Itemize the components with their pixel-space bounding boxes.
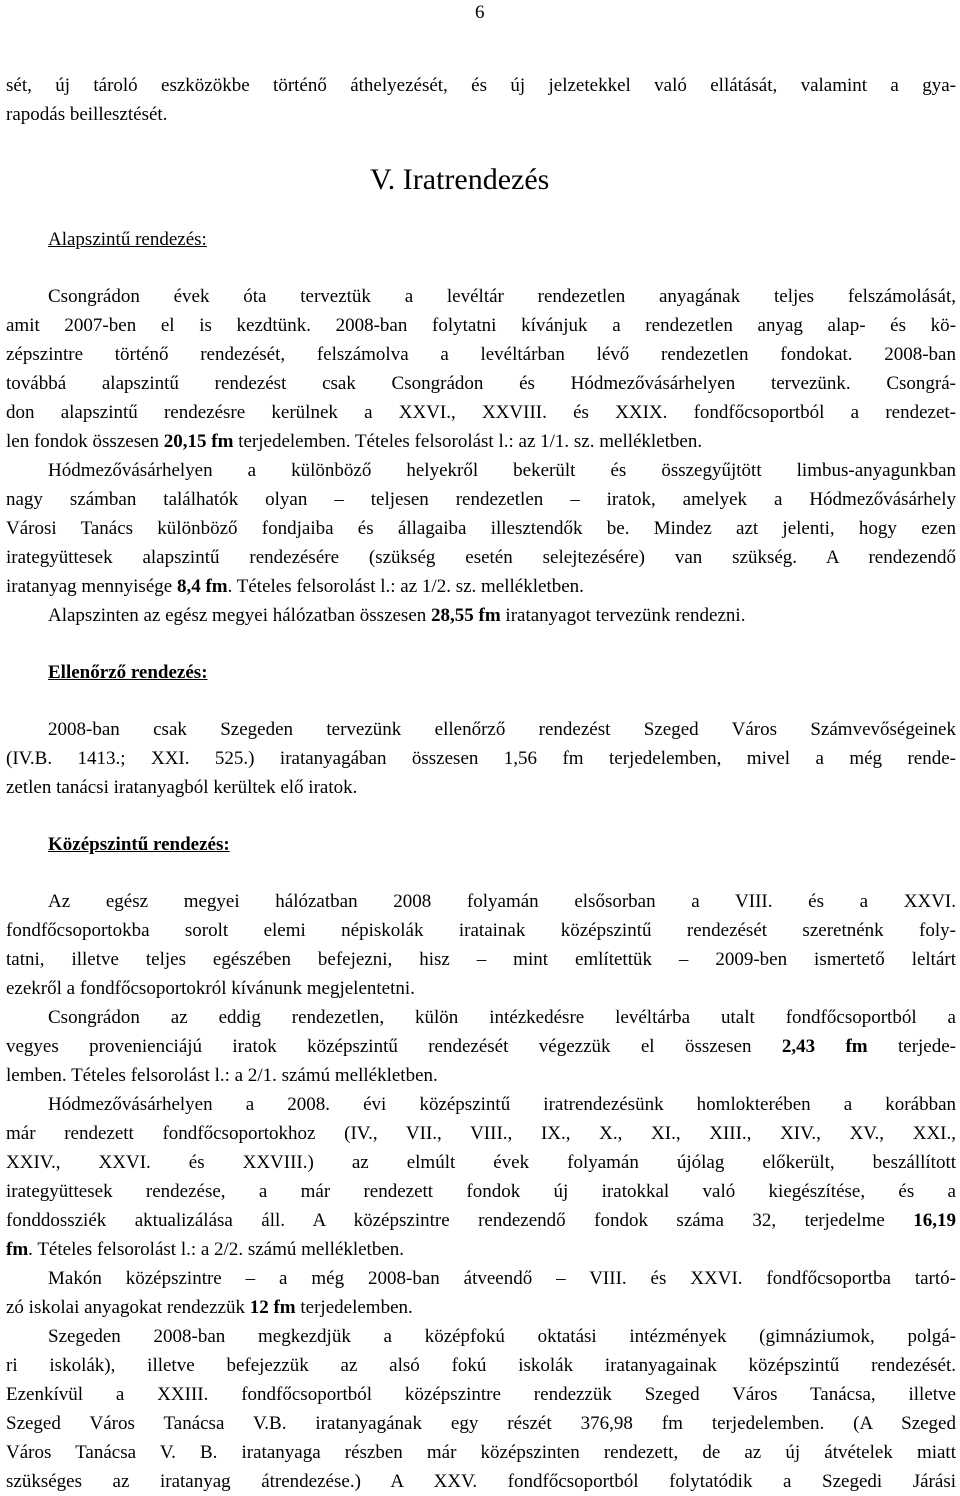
quantity-bold: fm: [6, 1239, 29, 1260]
text-line: [6, 1236, 404, 1264]
text-line: már rendezett fondfőcsoportokhoz (IV., VII., VIII., IX., X., XI., XIII., XIV., XV., XXI.,: [6, 1123, 956, 1144]
text-line: [6, 1294, 413, 1322]
text-fragment: fonddossziék aktualizálása áll. A középszintre rendezendő fondok száma 32, terjedelme: [6, 1210, 914, 1231]
text-line: [6, 1033, 956, 1061]
text-line: ri iskolák), illetve befejezzük az alsó fokú iskolák iratanyagainak középszintű rendezését.: [6, 1355, 956, 1376]
text-line: Hódmezővásárhelyen a 2008. évi középszintű iratrendezésünk homlokterében a korábban: [48, 1094, 956, 1115]
text-line: [6, 573, 584, 601]
text-line: zépszintre történő rendezését, felszámolva a levéltárban lévő rendezetlen fondokat. 2008-ban: [6, 344, 956, 365]
text-line: Város Tanácsa V. B. iratanyaga részben már középszinten rendezett, de az új átvételek miatt: [6, 1442, 956, 1463]
quantity-bold: 28,55 fm: [431, 605, 501, 626]
text-fragment: iratanyagot tervezünk rendezni.: [500, 605, 746, 626]
quantity-bold: 8,4 fm: [176, 576, 228, 597]
text-fragment: iratanyag mennyisége: [6, 576, 177, 597]
text-fragment: Alapszinten az egész megyei hálózatban összesen: [48, 605, 432, 626]
text-line: lemben. Tételes felsorolást l.: a 2/1. számú mellékletben.: [6, 1065, 438, 1086]
text-line: ezekről a fondfőcsoportokról kívánunk megjelentetni.: [6, 978, 415, 999]
section-heading-ellenorzo: Ellenőrző rendezés:: [48, 662, 208, 683]
quantity-bold: 20,15 fm: [163, 431, 234, 452]
text-line: Az egész megyei hálózatban 2008 folyamán elsősorban a VIII. és a XXVI.: [48, 891, 956, 912]
text-line: don alapszintű rendezésre kerülnek a XXVI., XXVIII. és XXIX. fondfőcsoportból a rendezet-: [6, 402, 956, 423]
text-line: nagy számban találhatók olyan – teljesen rendezetlen – iratok, amelyek a Hódmezővásárhely: [6, 489, 956, 510]
text-line: fondfőcsoportokba sorolt elemi népiskolák iratainak középszintű rendezését szeretnénk foly-: [6, 920, 956, 941]
text-line: Csongrádon évek óta terveztük a levéltár rendezetlen anyagának teljes felszámolását,: [48, 286, 956, 307]
text-line: Szegeden 2008-ban megkezdjük a középfokú oktatási intézmények (gimnáziumok, polgá-: [48, 1326, 956, 1347]
text-fragment: zó iskolai anyagokat rendezzük: [6, 1297, 250, 1318]
text-line: [48, 602, 745, 630]
text-line: irategyüttesek alapszintű rendezésére (szükség esetén selejtezésére) van szükség. A rendezendő: [6, 547, 956, 568]
text-line: zetlen tanácsi iratanyagból kerültek elő iratok.: [6, 777, 358, 798]
text-line: irategyüttesek rendezése, a már rendezett fondok új iratokkal való kiegészítése, és a: [6, 1181, 956, 1202]
text-line: továbbá alapszintű rendezést csak Csongrádon és Hódmezővásárhelyen tervezünk. Csongrá-: [6, 373, 956, 394]
text-line: amit 2007-ben el is kezdtünk. 2008-ban folytatni kívánjuk a rendezetlen anyag alap- és kö-: [6, 315, 956, 336]
text-fragment: terjedelemben.: [295, 1297, 413, 1318]
text-line: XXIV., XXVI. és XXVIII.) az elmúlt évek folyamán újólag előkerült, beszállított: [6, 1152, 956, 1173]
text-line: [6, 428, 702, 456]
text-line: (IV.B. 1413.; XXI. 525.) iratanyagában összesen 1,56 fm terjedelemben, mivel a még rende-: [6, 748, 956, 769]
text-fragment: . Tételes felsorolást l.: a 2/2. számú mellékletben.: [28, 1239, 404, 1260]
text-line: Városi Tanács különböző fondjaiba és állagaiba illesztendők be. Mindez azt jelenti, hogy ezen: [6, 518, 956, 539]
text-line: [6, 1207, 956, 1235]
text-fragment: . Tételes felsorolást l.: az 1/2. sz. mellékletben.: [227, 576, 584, 597]
text-line: Csongrádon az eddig rendezetlen, külön intézkedésre levéltárba utalt fondfőcsoportból a: [48, 1007, 956, 1028]
quantity-bold: 12 fm: [249, 1297, 296, 1318]
text-fragment: terjedelemben. Tételes felsorolást l.: az 1/1. sz. mellékletben.: [233, 431, 703, 452]
page-number: 6: [475, 2, 485, 23]
text-fragment: terjede-: [867, 1036, 956, 1057]
text-line: Ezenkívül a XXIII. fondfőcsoportból középszintre rendezzük Szeged Város Tanácsa, illetve: [6, 1384, 956, 1405]
text-line: sét, új tároló eszközökbe történő áthelyezését, és új jelzetekkel való ellátását, valamint a gya-: [6, 75, 956, 96]
text-line: Hódmezővásárhelyen a különböző helyekről bekerült és összegyűjtött limbus-anyagunkban: [48, 460, 956, 481]
text-line: tatni, illetve teljes egészében befejezni, hisz – mint említettük – 2009-ben ismertető leltárt: [6, 949, 956, 970]
text-line: 2008-ban csak Szegeden tervezünk ellenőrző rendezést Szeged Város Számvevőségeinek: [48, 719, 956, 740]
text-fragment: len fondok összesen: [6, 431, 164, 452]
text-line: rapodás beillesztését.: [6, 104, 168, 125]
chapter-title: V. Iratrendezés: [370, 163, 550, 196]
section-heading-alapszintu: Alapszintű rendezés:: [48, 229, 207, 250]
text-line: szükséges az iratanyag átrendezése.) A XXV. fondfőcsoportból folytatódik a Szegedi Járási: [6, 1471, 956, 1492]
section-heading-kozepszintu: Középszintű rendezés:: [48, 834, 230, 855]
quantity-bold: 2,43 fm: [781, 1036, 868, 1057]
text-line: Szeged Város Tanácsa V.B. iratanyagának egy részét 376,98 fm terjedelemben. (A Szeged: [6, 1413, 956, 1434]
text-fragment: vegyes provenienciájú iratok középszintű rendezését végezzük el összesen: [6, 1036, 782, 1057]
text-line: Makón középszintre – a még 2008-ban átveendő – VIII. és XXVI. fondfőcsoportba tartó-: [48, 1268, 956, 1289]
quantity-bold: 16,19: [913, 1210, 956, 1231]
